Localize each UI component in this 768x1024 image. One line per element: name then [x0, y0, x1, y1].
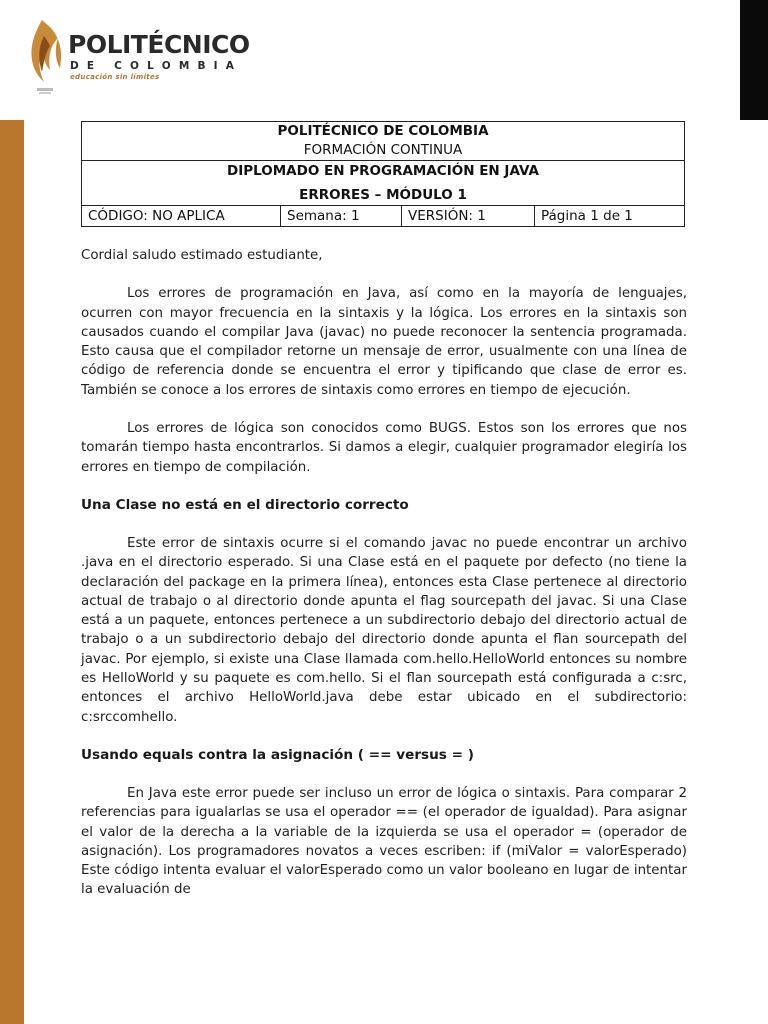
document-header-table — [81, 121, 685, 227]
header-page: Página 1 de 1 — [535, 206, 685, 227]
paragraph-logic-errors: Los errores de lógica son conocidos como BUGS. Estos son los errores que nos tomarán tiempo hasta encontrarlos. Si damos a elegir, cualquier programador elegiría los errores en tiempo de compilación. — [81, 421, 687, 475]
paragraph-equals-assignment: En Java este error puede ser incluso un error de lógica o sintaxis. Para comparar 2 referencias para igualarlas se usa el operador == (el operador de igualdad). Para asignar el valor de la derecha a la variable de la izquierda se usa el operador = (operador de asignación). Los programadores novatos a veces escriben: if (miValor = valorEsperado) Este código intenta evaluar el valorEsperado como un valor booleano en lugar de intentar la evaluación de — [81, 785, 687, 898]
header-code: CÓDIGO: NO APLICA — [82, 206, 281, 227]
logo-tagline: educación sin límites — [70, 73, 160, 81]
header-institution-cell — [82, 122, 685, 161]
header-topic: ERRORES – MÓDULO 1 — [299, 187, 467, 203]
heading-class-directory: Una Clase no está en el directorio correcto — [81, 496, 409, 513]
logo-name: POLITÉCNICO — [68, 30, 250, 59]
document-body — [81, 246, 687, 900]
header-version: VERSIÓN: 1 — [402, 206, 535, 227]
header-week: Semana: 1 — [281, 206, 402, 227]
heading-equals-assignment: Usando equals contra la asignación ( == versus = ) — [81, 746, 474, 763]
header-course: DIPLOMADO EN PROGRAMACIÓN EN JAVA — [227, 163, 539, 179]
logo-subtitle: DE COLOMBIA — [70, 60, 243, 72]
header-institution: POLITÉCNICO DE COLOMBIA — [277, 123, 489, 139]
institution-logo — [28, 16, 258, 96]
paragraph-syntax-errors: Los errores de programación en Java, así como en la mayoría de lenguajes, ocurren con mayor frecuencia en la sintaxis y la lógica. Los errores en la sintaxis son causados cuando el compilar Java (javac) no puede reconocer la sentencia programada. Esto causa que el compilador retorne un mensaje de error, usualmente con una línea de código de referencia donde se encuentra el error y tipificando que clase de error es. También se conoce a los errores de sintaxis como errores en tiempo de ejecución. — [81, 286, 687, 398]
left-accent-bar — [0, 120, 24, 1024]
right-black-tab — [740, 0, 768, 120]
paragraph-class-directory: Este error de sintaxis ocurre si el comando javac no puede encontrar un archivo .java en el directorio esperado. Si una Clase está en el paquete por defecto (no tiene la declaración del package en la primera línea), entonces esta Clase pertenece al directorio actual de trabajo o al directorio donde apunta el flag sourcepath del javac. Si una Clase está a un paquete, entonces pertenece a un subdirectorio debajo del directorio actual de trabajo o a un subdirectorio debajo del directorio donde apunta el flan sourcepath del javac. Por ejemplo, si existe una Clase llamada com.hello.HelloWorld entonces su nombre es HelloWorld y su paquete es com.hello. Si el flan sourcepath está configurada a c:src, entonces el archivo HelloWorld.java debe estar ubicado en el subdirectorio: c:srccomhello. — [81, 535, 687, 725]
greeting: Cordial saludo estimado estudiante, — [81, 248, 323, 263]
flame-icon — [28, 16, 64, 96]
header-course-cell — [82, 161, 685, 206]
header-department: FORMACIÓN CONTINUA — [303, 142, 463, 158]
